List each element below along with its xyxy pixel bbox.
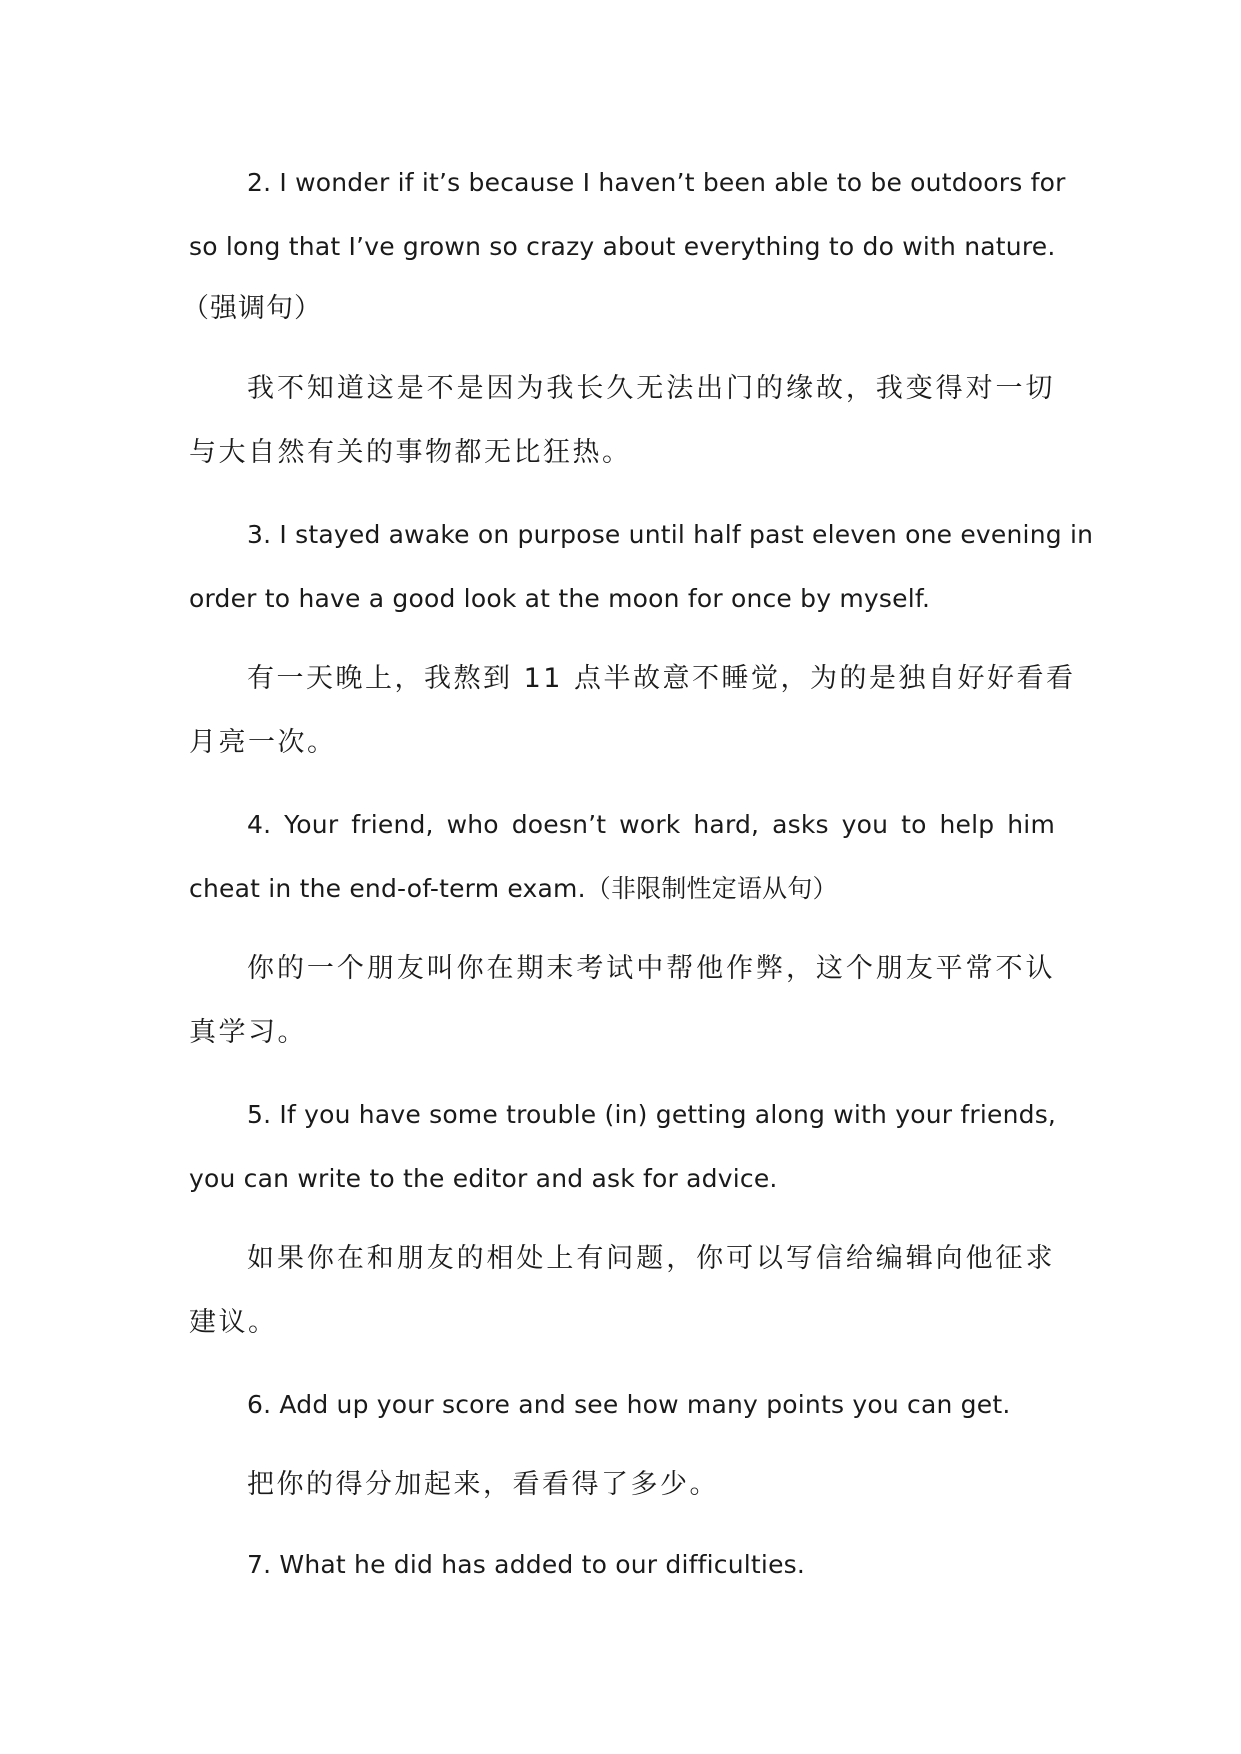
sentence-4-chinese-line-2: 真学习。 [189, 1017, 307, 1048]
sentence-3-chinese-line-2: 月亮一次。 [189, 727, 337, 758]
sentence-3-chinese-line-1: 有一天晚上，我熬到 11 点半故意不睡觉，为的是独自好好看看 [247, 663, 1076, 694]
sentence-4-english-line-2: cheat in the end-of-term exam.（非限制性定语从句） [189, 874, 838, 903]
sentence-3-english-line-2: order to have a good look at the moon for once by myself. [189, 584, 931, 613]
sentence-4-english-line-1: 4. Your friend, who doesn’t work hard, asks you to help him [247, 810, 1055, 839]
sentence-5-english-line-2: you can write to the editor and ask for advice. [189, 1164, 778, 1193]
sentence-2-english-line-2: so long that I’ve grown so crazy about everything to do with nature. [189, 232, 1056, 261]
sentence-2-chinese-line-2: 与大自然有关的事物都无比狂热。 [189, 437, 632, 468]
sentence-4-chinese-line-1: 你的一个朋友叫你在期末考试中帮他作弊，这个朋友平常不认 [247, 953, 1055, 984]
sentence-5-english-line-1: 5. If you have some trouble (in) getting along with your friends, [247, 1100, 1057, 1129]
sentence-2-chinese-line-1: 我不知道这是不是因为我长久无法出门的缘故，我变得对一切 [247, 373, 1055, 404]
sentence-3-english-line-1: 3. I stayed awake on purpose until half past eleven one evening in [247, 520, 1094, 549]
sentence-6-english: 6. Add up your score and see how many points you can get. [247, 1390, 1011, 1419]
sentence-2-english-line-1: 2. I wonder if it’s because I haven’t been able to be outdoors for [247, 168, 1066, 197]
sentence-7-english: 7. What he did has added to our difficulties. [247, 1550, 806, 1579]
sentence-6-chinese: 把你的得分加起来，看看得了多少。 [247, 1469, 719, 1500]
sentence-5-chinese-line-2: 建议。 [189, 1307, 278, 1338]
sentence-2-grammar-note: （强调句） [182, 293, 322, 324]
sentence-5-chinese-line-1: 如果你在和朋友的相处上有问题，你可以写信给编辑向他征求 [247, 1243, 1055, 1274]
